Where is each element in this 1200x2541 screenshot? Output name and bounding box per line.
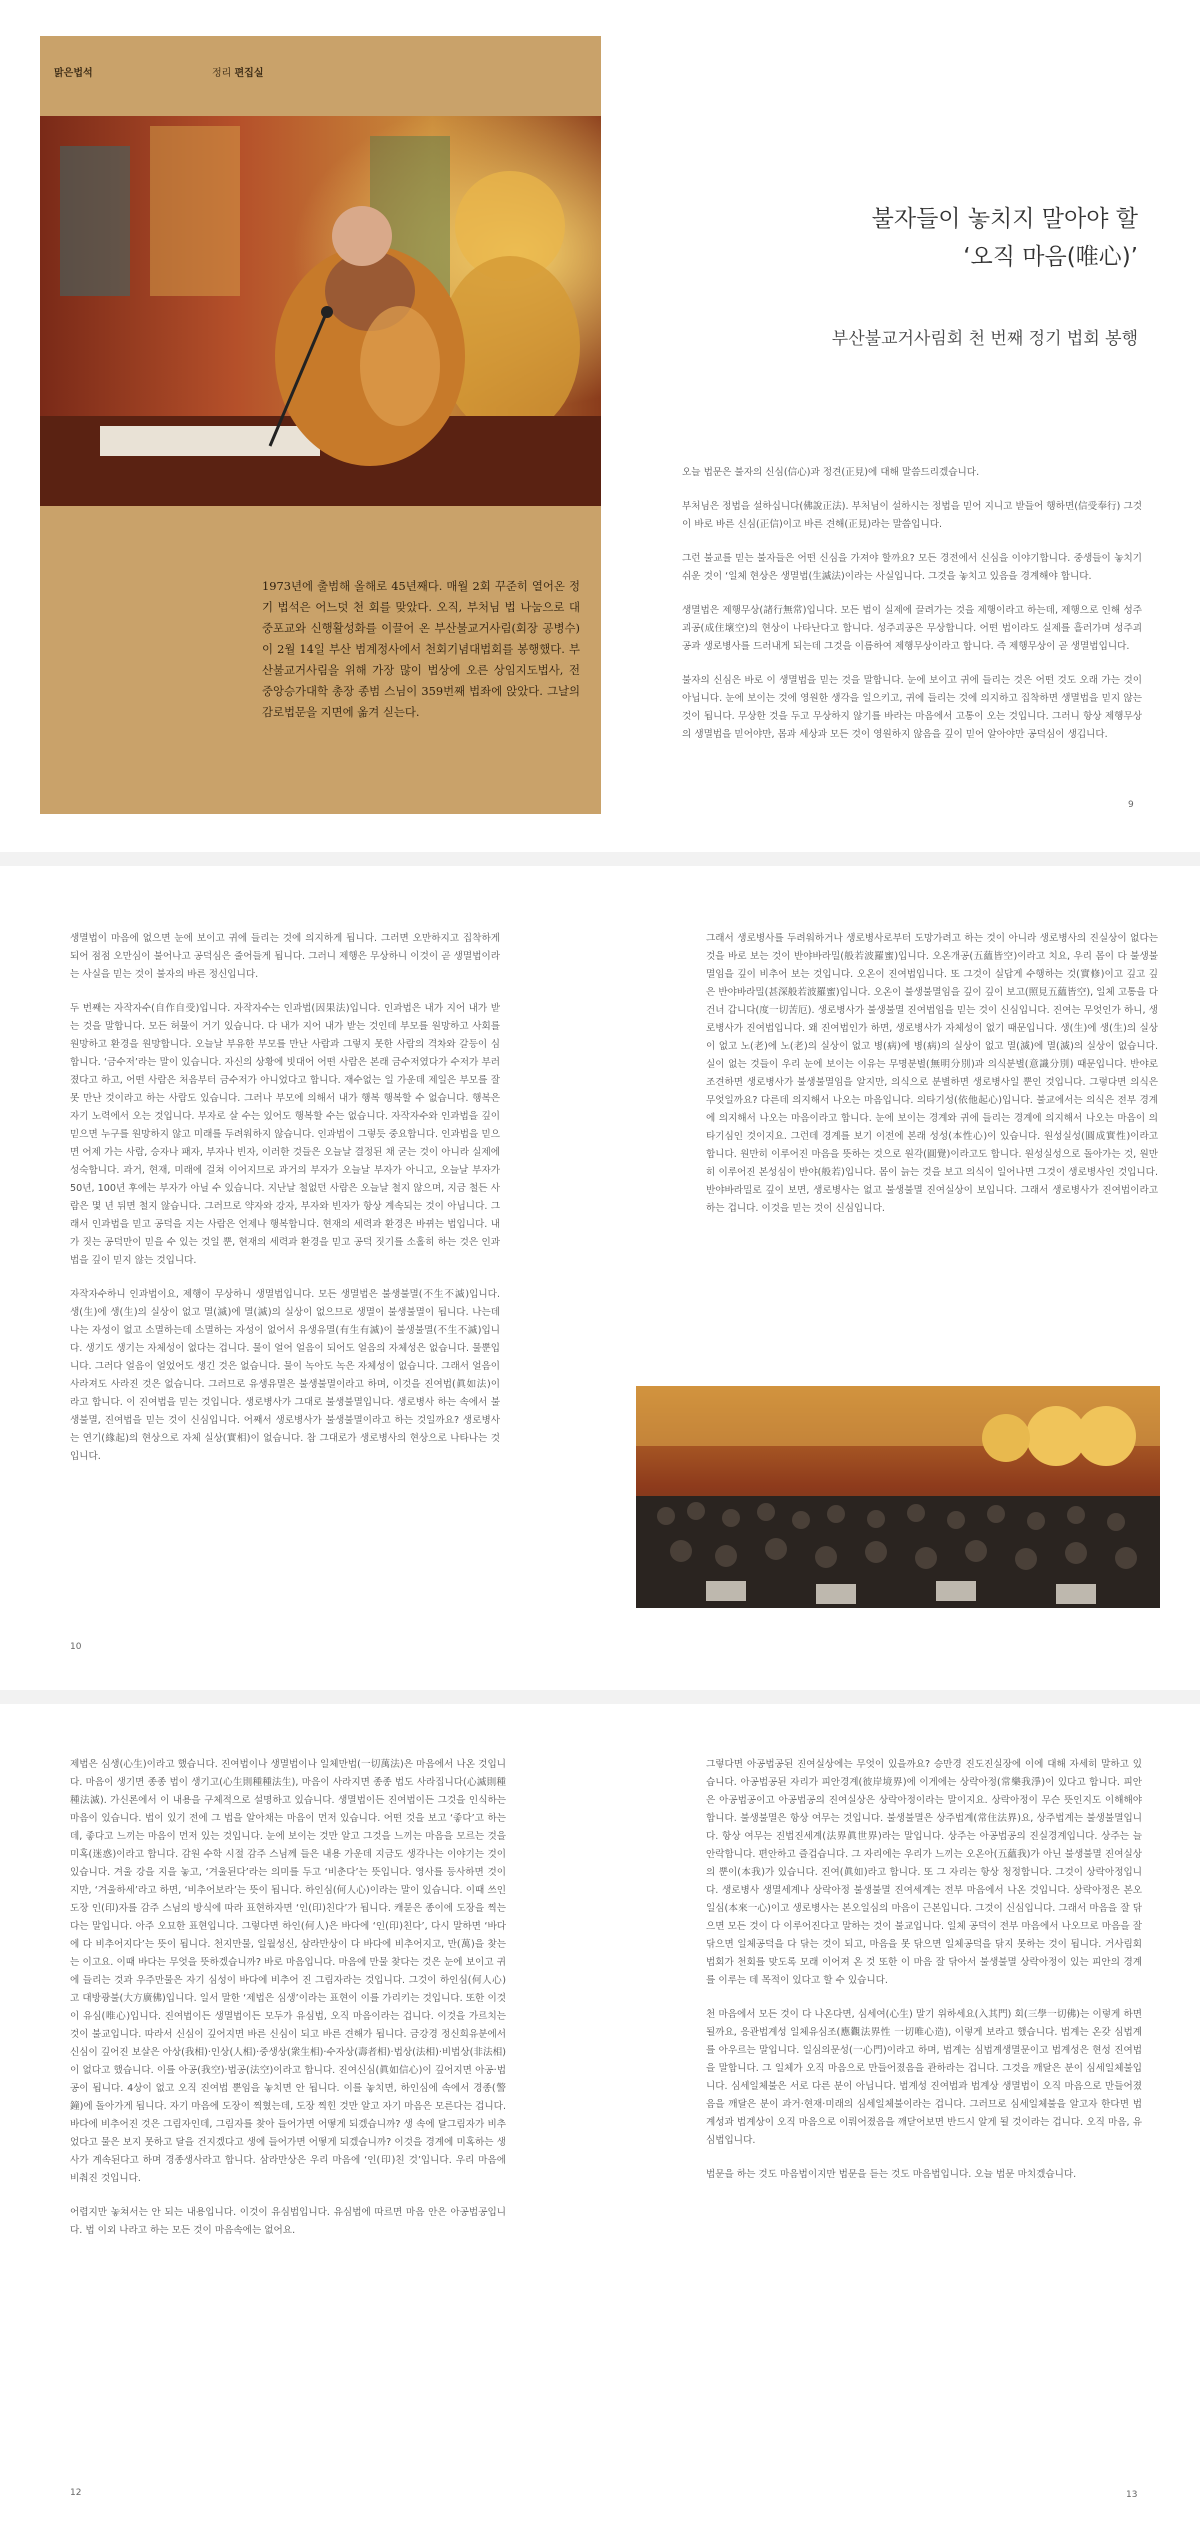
article-subtitle: 부산불교거사림회 천 번째 정기 법회 봉행 — [831, 329, 1138, 349]
editor-name: 편집실 — [234, 68, 264, 79]
dharma-assembly-photo — [636, 1386, 1160, 1608]
paragraph: 두 번째는 자작자수(自作自受)입니다. 자작자수는 인과법(因果法)입니다. 인과법은 내가 지어 내가 받는 것을 말합니다. 모든 허물이 거기 있습니다. 다 내가 지어 내가 받는 것인데 부모를 원망하고 사회를 원망하고 환경을 원망합니다. 오늘날 부유한 부모를 만난 사람과 그렇지 못한 사람의 격차와 갈등이 심합니다. ‘금수저’라는 말이 있습니다. 자신의 상황에 빗대어 어떤 사람은 본래 금수저였다가 수저가 부러졌다고 하고, 어떤 사람은 처음부터 금수저가 아니었다고 합니다. 재수없는 일 가운데 제일은 부모를 잘못 만난 것이라고 하는 사람도 있습니다. 그러나 부모에 의해서 내가 행복 행복할 수 없습니다. 행복은 자기 노력에서 오는 것입니다. 부자로 살 수는 있어도 행복할 수는 없습니다. 자작자수와 인과법을 깊이 믿으면 누구를 원망하지 않고 미래를 두려워하지 않습니다. 인과법이 그렇듯 중요합니다. 인과법을 믿으면 어제 가는 사람, 승자나 패자, 부자나 빈자, 이러한 것들은 오늘날 결정된 채 굳는 것이 아니라 실제에 성숙합니다. 과거, 현재, 미래에 걸쳐 이어지므로 과거의 부자가 오늘날 부자가 아니고, 오늘날 부자가 50년, 100년 후에는 부자가 아닐 수 있습니다. 지난날 철없던 사람은 오늘날 철지 않으며, 지금 철든 사람은 몇 년 뒤면 철지 않습니다. 그러므로 약자와 강자, 부자와 빈자가 항상 계속되는 것이 아닙니다. 그래서 인과법을 믿고 공덕을 지는 사람은 언제나 행복합니다. 현재의 세력과 환경은 바뀌는 법입니다. 내가 짓는 공덕만이 믿을 수 있는 것일 뿐, 현재의 세력과 환경을 믿고 공덕 짓기를 소홀히 하는 것은 인과법을 깊이 믿지 않는 것입니다. — [70, 1003, 500, 1266]
paragraph: 그런 불교를 믿는 불자들은 어떤 신심을 가져야 할까요? 모든 경전에서 신심을 이야기합니다. 중생들이 놓치기 쉬운 것이 ‘일체 현상은 생멸법(生滅法)이라는 사실입니다. 그것을 놓치고 있음을 경계해야 합니다. — [682, 553, 1142, 582]
intro-caption: 1973년에 출범해 올해로 45년째다. 매월 2회 꾸준히 열어온 정기 법석은 어느덧 천 회를 맞았다. 오직, 부처님 법 나눔으로 대중포교와 신행활성화를 이끌어 온 부산불교거사림(회장 공병수)이 2월 14일 부산 범계정사에서 천회기념대법회를 봉행했다. 부산불교거사림을 위해 가장 많이 법상에 오른 상임지도법사, 전 중앙승가대학 총장 종범 스님이 359번째 법좌에 앉았다. 그날의 감로법문을 지면에 옮겨 싣는다. — [262, 579, 580, 719]
page9-body — [682, 464, 1142, 760]
paragraph: 생멸법이 마음에 없으면 눈에 보이고 귀에 들리는 것에 의지하게 됩니다. 그러면 오만하지고 집착하게 되어 점점 오만심이 불어나고 공덕심은 줄어들게 됩니다. 그러니 제행은 무상하니 이것이 곧 생멸법이라는 사실을 믿는 것이 불자의 바른 정신입니다. — [70, 933, 500, 980]
page10-body — [70, 930, 500, 1482]
paragraph: 천 마음에서 모든 것이 다 나온다면, 심세여(心生) 말기 위하세요(入其門) 회(三學一切佛)는 이렇게 하면 될까요, 응관법계성 일체유심조(應觀法界性 一切唯心造), 이렇게 보라고 했습니다. 법계는 온갖 심법계를 아우르는 말입니다. 일심의문성(一心門)이라고 하며, 법계는 심법계생멸문이고 법계성은 현성 진여법을 말합니다. 그 일체가 오직 마음으로 만들어졌음을 관하라는 겁니다. 그것을 깨달은 분이 심세일체불입니다. 심세일체불은 서로 다른 분이 아닙니다. 법계성 진여법과 법계상 생멸법이 오직 마음으로 만들어졌음을 깨달은 분이 과거·현재·미래의 심세일체불이라는 겁니다. 그러므로 심세일체불을 알고자 한다면 법계성과 법계상이 오직 마음으로 이뤄어졌음을 깨닫어보면 반드시 알게 될 것이라는 겁니다. 오직 마음, 유심법입니다. — [706, 2009, 1142, 2146]
page-number-13: 13 — [1126, 2490, 1138, 2500]
page-divider — [0, 852, 1200, 866]
paragraph: 어렵지만 놓쳐서는 안 되는 내용입니다. 이것이 유심법입니다. 유심법에 따르면 마음 안은 아공법공입니다. 법 이외 나라고 하는 모든 것이 마음속에는 없어요. — [70, 2207, 506, 2236]
cover-panel — [40, 36, 601, 814]
paragraph: 그렇다면 아공법공된 진여실상에는 무엇이 있을까요? 승만경 진도진실장에 이에 대해 자세히 말하고 있습니다. 아공법공된 자리가 피안경계(彼岸境界)에 이게에는 상락아정(常樂我淨)이 있다고 합니다. 피안은 아공법공이고 아공법공의 진여실상은 상락아정이라는 말이지요. 상락아정이 무슨 뜻인지도 이해해야 합니다. 불생불멸은 항상 여무는 것입니다. 불생불멸은 상주법계(常住法界)요, 상주법계는 불생불멸입니다. 항상 여무는 진법진세계(法界眞世界)라는 말입니다. 상주는 아공법공의 진실경계입니다. 상주는 늘 안락합니다. 편안하고 즐겁습니다. 그 자리에는 우리가 느끼는 오온아(五蘊我)가 아닌 불생불멸 진여실상의 뿐이(本我)가 있습니다. 진여(眞如)라고 합니다. 또 그 자리는 항상 청정합니다. 그것이 상락아정입니다. 생로병사 생멸세계나 상락아정 불생불멸 진여세계는 전부 마음에서 나온 것입니다. 상락아정은 본오일심(本來一心)이고 생로병사는 본오일심의 마음이 근본입니다. 그것이 신심입니다. 그래서 마음을 잘 닦으면 모든 것이 다 이루어진다고 말하는 것이 불교입니다. 일체 공덕이 전부 마음에서 나오므로 마음을 잘 닦으면 일체공덕을 다 닦는 것이 되고, 마음을 못 닦으면 일체공덕을 닦지 못하는 것이 됩니다. 거사림회 법회가 천회를 맞도록 모래 이어져 온 것 또한 이 마음 잘 닦아서 불생불멸 상락아정이 있는 피안의 경계를 이루는 데 목적이 있다고 할 수 있습니다. — [706, 1759, 1142, 1986]
page13-body — [706, 1756, 1142, 2200]
paragraph: 부처님은 정법을 설하십니다(佛說正法). 부처님이 설하시는 정법을 믿어 지니고 받들어 행하면(信受奉行) 그것이 바로 바른 신심(正信)이고 바른 견해(正見)라는 말씀입니다. — [682, 501, 1142, 530]
paragraph: 자작자수하니 인과법이요, 제행이 무상하니 생멸법입니다. 모든 생멸법은 불생불멸(不生不滅)입니다. 생(生)에 생(生)의 실상이 없고 멸(滅)에 멸(滅)의 실상이 없으므로 생멸이 불생불멸이 됩니다. 나는데 나는 자성이 없고 소멸하는데 소멸하는 자성이 없어서 유생유멸(有生有滅)이 불생불멸(不生不滅)입니다. 생기도 생기는 자체성이 없다는 겁니다. 물이 얼어 얼음이 되어도 얼음의 자체성은 없습니다. 물뿐입니다. 그러다 얼음이 얼었어도 생긴 것은 없습니다. 물이 녹아도 녹은 자체성이 없습니다. 그래서 얼음이 사라져도 사라진 것은 없습니다. 그러므로 유생유멸은 불생불멸이라고 하며, 이것을 진여법(眞如法)이라고 합니다. 이 진여법을 믿는 것입니다. 생로병사가 그대로 불생불멸입니다. 생로병사 하는 속에서 불생불멸, 진여법을 믿는 것이 신심입니다. 어째서 생로병사가 불생불멸이라고 하는 것일까요? 생로병사는 연기(緣起)의 현상으로 자체 실상(實相)이 없습니다. 참 그대로가 생로병사의 현상으로 나타나는 것입니다. — [70, 1289, 500, 1462]
paragraph: 오늘 법문은 불자의 신심(信心)과 정견(正見)에 대해 말씀드리겠습니다. — [682, 467, 980, 478]
paragraph: 불자의 신심은 바로 이 생멸법을 믿는 것을 말합니다. 눈에 보이고 귀에 들리는 것은 어떤 것도 오래 가는 것이 아닙니다. 눈에 보이는 것에 영원한 생각을 일으키고, 귀에 들리는 것에 의지하고 집착하면 생멸법을 믿지 않는 것이 됩니다. 무상한 것을 두고 무상하지 않기를 바라는 마음에서 고통이 오는 것입니다. 그러니 항상 제행무상의 생멸법을 믿어야만, 몸과 세상과 모든 것이 영원하지 않음을 깊이 믿어 알아야만 공덕심이 생깁니다. — [682, 675, 1142, 740]
page-number-10: 10 — [70, 1642, 82, 1652]
monk-dharma-talk-photo — [40, 116, 601, 506]
page12-body — [70, 1756, 506, 2256]
editor-label — [212, 64, 264, 79]
page11-body — [706, 930, 1158, 1234]
editor-prefix: 정리 — [212, 68, 232, 79]
paragraph: 그래서 생로병사를 두려워하거나 생로병사로부터 도망가려고 하는 것이 아니라 생로병사의 진실상이 없다는 것을 바로 보는 것이 반야바라밀(般若波羅蜜)입니다. 오온개공(五蘊皆空)이라고 치요, 우리 몸이 다 불생불멸임을 깊이 비추어 보는 것입니다. 오온이 진여법입니다. 또 그것이 실답게 수행하는 것(實修)이고 깊고 깊은 반야바라밀(甚深般若波羅蜜)입니다. 오온이 불생불멸임을 깊이 깊이 보고(照見五蘊皆空), 일체 고통을 다 건너 갑니다(度一切苦厄). 생로병사가 불생불멸 진여법임을 믿는 것이 신심입니다. 진여는 무엇인가 하니, 생로병사가 진여법입니다. 왜 진여법인가 하면, 생로병사가 자체성이 없기 때문입니다. 생(生)에 생(生)의 실상이 없고 노(老)에 노(老)의 실상이 없고 병(病)에 병(病)의 실상이 없고 멸(滅)에 멸(滅)의 실상이 없습니다. 실이 없는 것들이 우리 눈에 보이는 이유는 무명분별(無明分別)과 의식분별(意識分別) 때문입니다. 반야로 조견하면 생로병사가 불생불멸임을 알지만, 의식으로 분별하면 생로병사일 뿐인 것입니다. 그렇다면 의식은 무엇일까요? 다른데 의지해서 나오는 마음입니다. 의타기성(依他起心)입니다. 불교에서는 의식은 전부 경계에 의지해서 나오는 마음이라고 합니다. 눈에 보이는 경계와 귀에 들리는 경계에 의지해서 나오는 마음이 의타기심인 것이지요. 그런데 경계를 보기 이전에 본래 성성(本性心)이 있습니다. 원성실성(圓成實性)이라고 합니다. 원만히 이루어진 마음을 뜻하는 것으로 원각(圓覺)이라고도 합니다. 원성실성으로 돌아가는 것, 원만히 이루어진 본성심이 반야(般若)입니다. 몸이 늙는 것을 보고 의식이 일어나면 그것이 생로병사인 것입니다. 반야바라밀로 깊이 보면, 생로병사는 없고 불생불멸 진여실상이 보입니다. 그래서 생로병사가 진여법이라고 하는 겁니다. 이것을 믿는 것이 신심입니다. — [706, 933, 1158, 1214]
paragraph: 법문을 하는 것도 마음법이지만 법문을 듣는 것도 마음법입니다. 오늘 법문 마치겠습니다. — [706, 2169, 1077, 2180]
page-number-9: 9 — [1128, 800, 1134, 810]
section-label: 맑은법석 — [54, 68, 93, 79]
article-title-line1: 불자들이 놓치지 말아야 할 — [871, 206, 1138, 232]
paragraph: 생멸법은 제행무상(諸行無常)입니다. 모든 법이 실제에 끌려가는 것을 제행이라고 하는데, 제행으로 인해 성주괴공(成住壞空)의 현상이 나타난다고 합니다. 성주괴공은 무상합니다. 어떤 법이라도 실제를 흘러가며 성주괴공과 생로병사를 드러내게 되는데 그것을 이름하여 제행무상이라고 합니다. 즉 제행무상이 곧 생멸법입니다. — [682, 605, 1142, 652]
paragraph: 제법은 심생(心生)이라고 했습니다. 진여법이나 생멸법이나 일체만법(一切萬法)은 마음에서 나온 것입니다. 마음이 생기면 종종 법이 생기고(心生則種種法生), 마음이 사라지면 종종 법도 사라집니다(心滅則種種法滅). 가신론에서 이 내용을 구체적으로 설명하고 있습니다. 생멸법이든 진여법이든 그것을 인식하는 마음이 있습니다. 법이 있기 전에 그 법을 알아채는 마음이 먼저 있습니다. 어떤 것을 보고 ‘좋다’고 하는데, 좋다고 느끼는 마음이 먼저 있는 것입니다. 눈에 보이는 것만 알고 그것을 느끼는 마음을 모르는 것을 미혹(迷惑)이라고 합니다. 감원 수학 시절 감주 스님께 들은 내용 가운데 지금도 생각나는 이야기는 것이 있습니다. 겨울 강을 지을 놓고, ‘겨울된다’라는 의미를 두고 ‘비춘다’는 뜻입니다. 영사를 등사하면 것이지만, ‘겨울하세’라고 하면, ‘비추어보라’는 뜻이 됩니다. 하인심(何人心)이라는 말이 있습니다. 이때 쓰인 도장 인(印)자를 감주 스님의 방식에 따라 표현하자면 ‘인(印)친다’가 됩니다. 캐묻은 종이에 도장을 찍는다는 말입니다. 아주 오묘한 표현입니다. 그렇다면 하인(何人)은 바다에 ‘인(印)친다’, 다시 말하면 ‘바다에 다 비추어지다’는 뜻이 됩니다. 천지만물, 일월성신, 삼라만상이 다 바다에 비추어지고, 만(萬)을 찾는는 이고요. 이때 바다는 무엇을 뜻하겠습니까? 바로 마음입니다. 마음에 만물 찾다는 것은 눈에 보이고 귀에 들리는 것과 우주만물은 자기 심성이 바다에 비추어 진 그림자라는 것입니다. 그것이 하인심(何人心)고 대방광불(大方廣佛)입니다. 일서 말한 ‘제법은 심생’이라는 표현이 이를 가리키는 것입니다. 또한 이것이 유심(唯心)입니다. 진여법이든 생멸법이든 모두가 유심법, 오직 마음이라는 겁니다. 이것을 가르치는 것이 불교입니다. 따라서 신심이 깊어지면 바른 신심이 되고 바른 견해가 됩니다. 금강경 정신희유분에서 신심이 깊어진 보살은 아상(我相)·인상(人相)·중생상(衆生相)·수자상(壽者相)·법상(法相)·비법상(非法相)이 없다고 했습니다. 이를 아공(我空)·법공(法空)이라고 합니다. 진여신심(眞如信心)이 깊어지면 아공·법공이 됩니다. 4상이 없고 오직 진여법 뿐임을 놓치면 안 됩니다. 이를 놓치면, 하인심에 속에서 경종(警鐘)에 돌아가게 됩니다. 자기 마음에 도장이 찍혔는데, 도장 찍힌 것만 알고 자기 마음은 모른다는 겁니다. 바다에 비추어진 것은 그림자인데, 그림자를 찾아 들어가면 어떻게 되겠습니까? 생 속에 달그림자가 비추었다고 물은 보지 못하고 달을 건지겠다고 생에 들어가면 어떻게 되겠습니까? 이것을 경계에 미혹하는 생사가 계속된다고 하며 경종생사라고 합니다. 삼라만상은 우리 마음에 ‘인(印)친 것’입니다. 우리 마음에 비춰진 것입니다. — [70, 1759, 506, 2184]
article-title-line2: ‘오직 마음(唯心)’ — [963, 244, 1138, 270]
page-divider — [0, 1690, 1200, 1704]
page-number-12: 12 — [70, 2488, 82, 2498]
